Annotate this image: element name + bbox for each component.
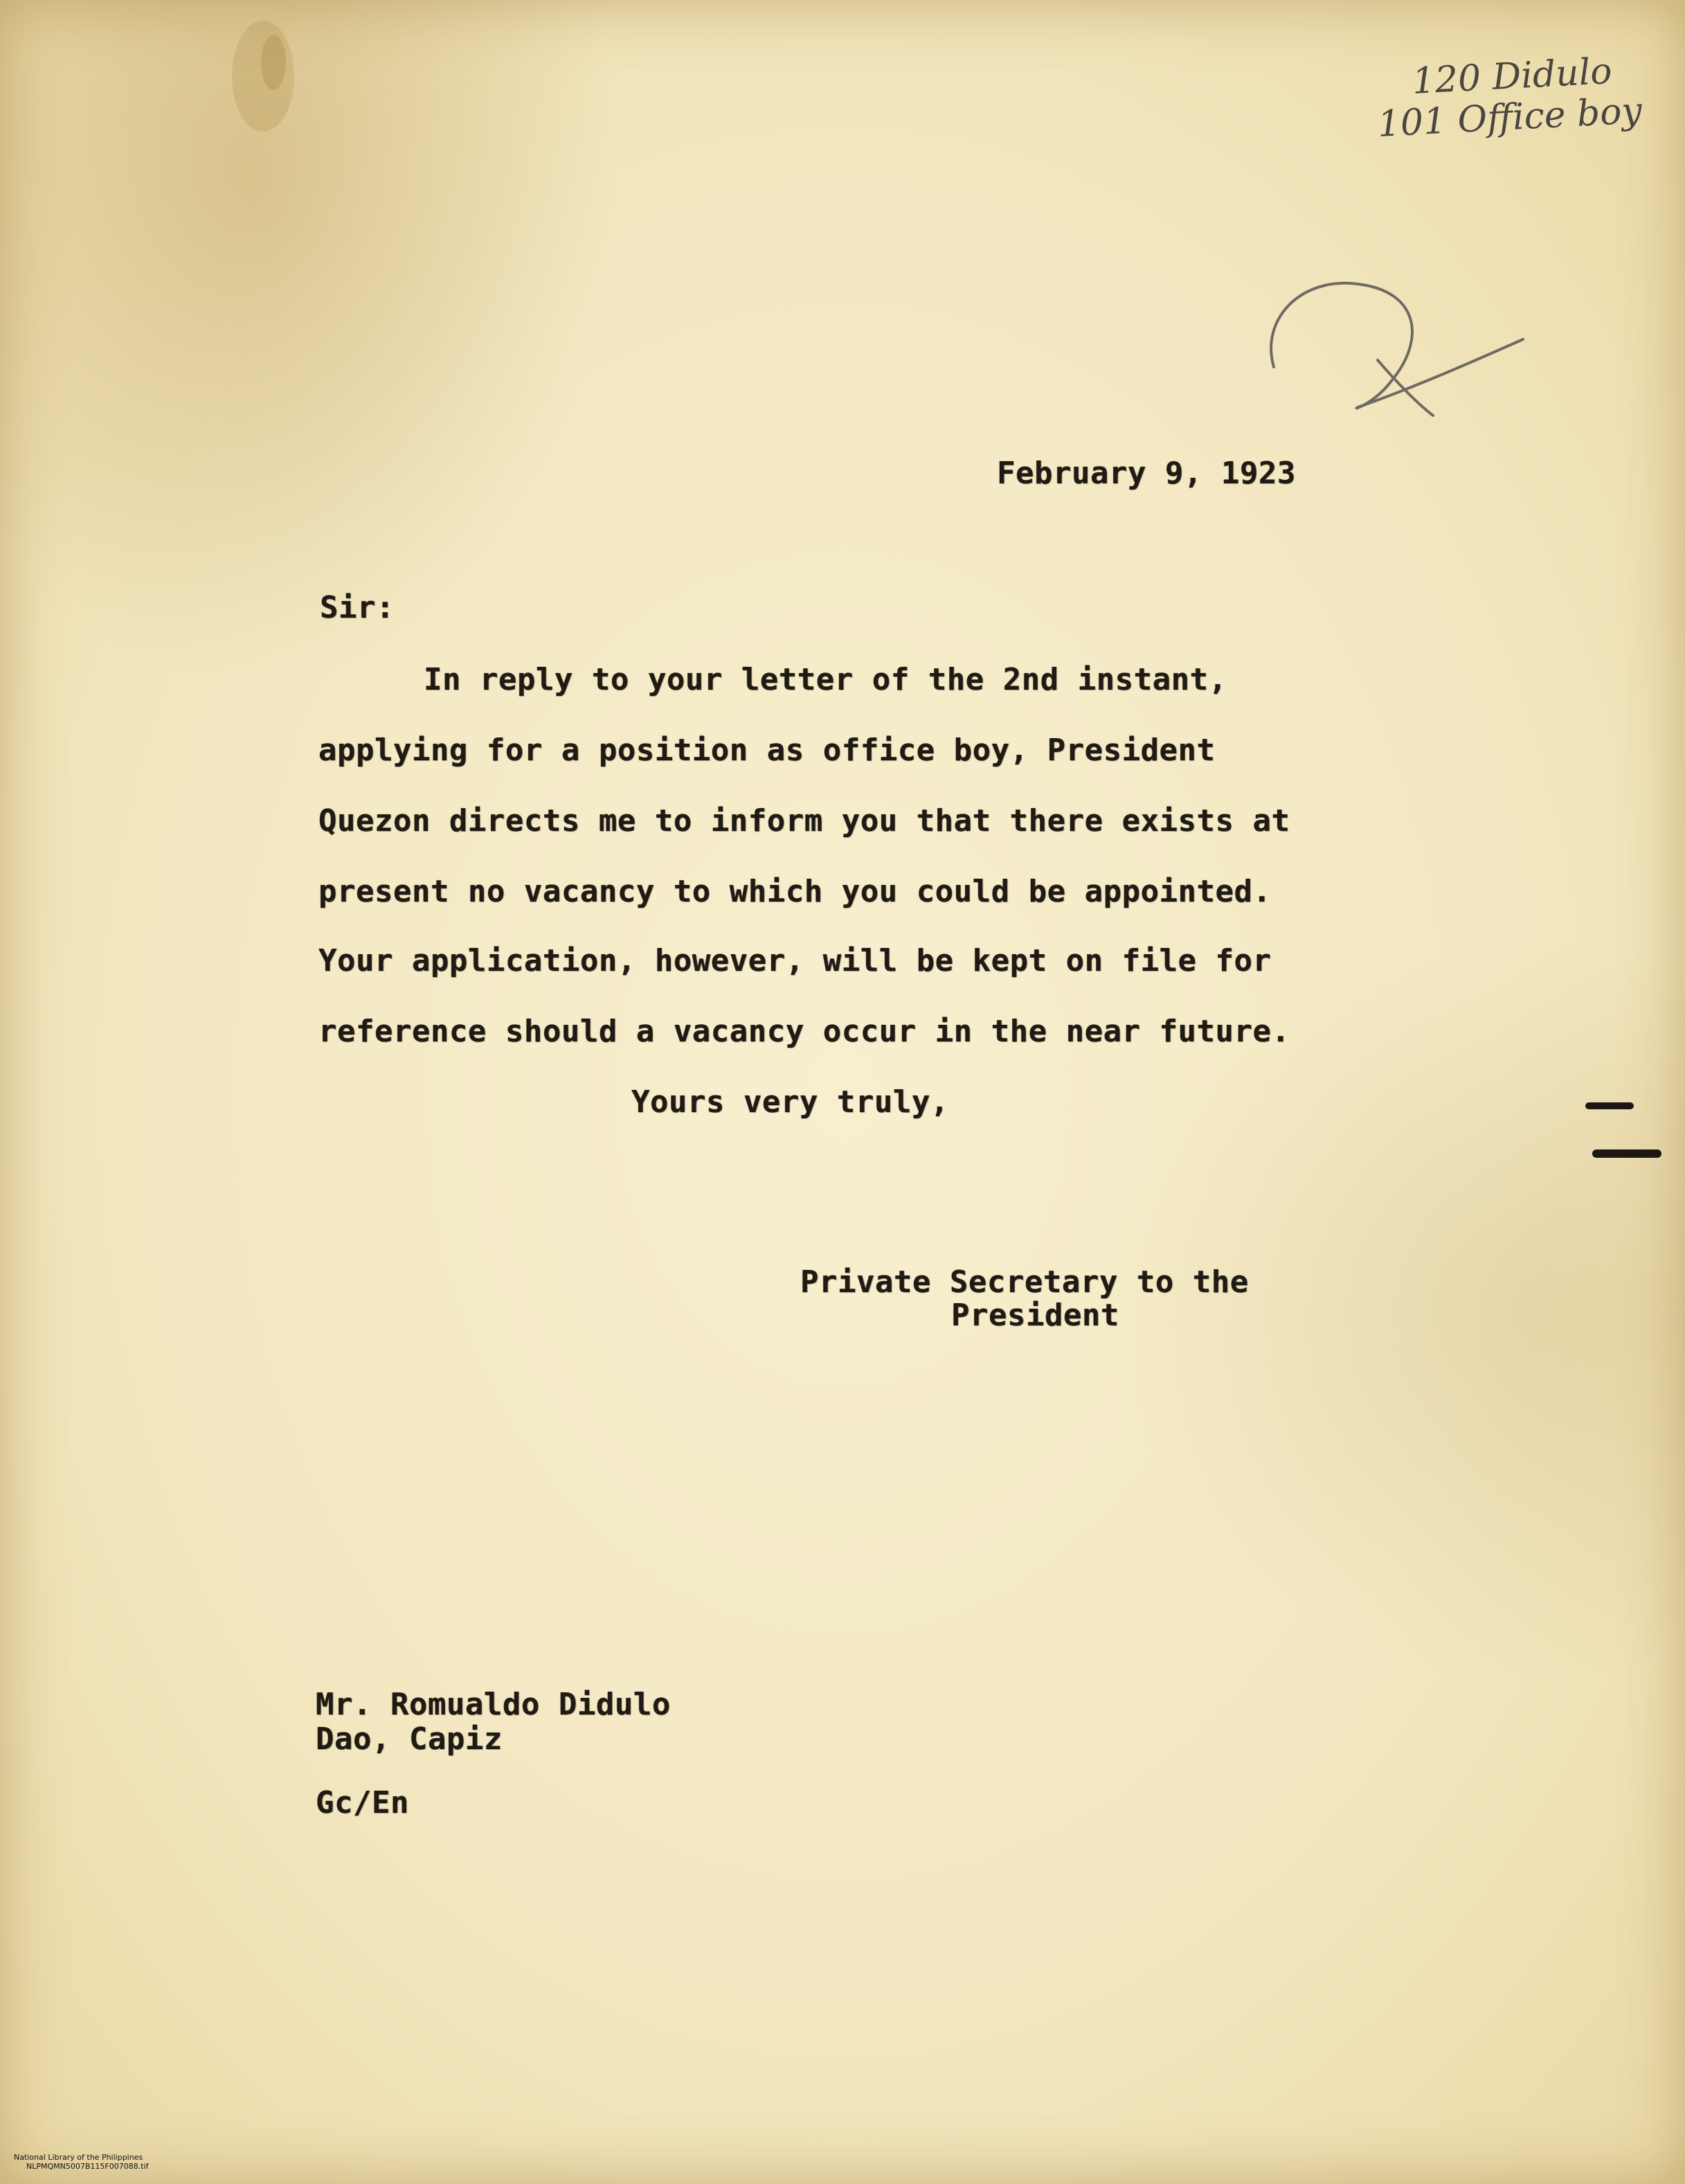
pencil-numeral-mark — [1260, 263, 1537, 429]
stain-mark — [208, 14, 332, 152]
archive-file-id: NLPMQMN5007B115F007088.tif — [26, 2162, 149, 2171]
letter-salutation: Sir: — [320, 590, 395, 625]
letter-closing: Yours very truly, — [631, 1084, 949, 1120]
body-line-1: In reply to your letter of the 2nd instant, — [424, 662, 1227, 697]
handwritten-note-line-2: 101 Office boy — [1376, 90, 1643, 145]
letter-date: February 9, 1923 — [997, 456, 1296, 491]
recipient-name: Mr. Romualdo Didulo — [316, 1687, 671, 1722]
body-line-4: present no vacancy to which you could be appointed. — [318, 874, 1272, 909]
recipient-address: Dao, Capiz — [316, 1721, 503, 1757]
staple-marks — [1578, 1087, 1675, 1170]
reference-initials: Gc/En — [316, 1785, 409, 1820]
signature-line-2: President — [951, 1298, 1119, 1333]
signature-line-1: Private Secretary to the — [800, 1264, 1249, 1300]
body-line-2: applying for a position as office boy, President — [318, 733, 1216, 768]
body-line-3: Quezon directs me to inform you that there exists at — [318, 803, 1290, 839]
archive-institution: National Library of the Philippines — [14, 2153, 143, 2162]
body-line-5: Your application, however, will be kept on file for — [318, 943, 1272, 978]
body-line-6: reference should a vacancy occur in the near future. — [318, 1014, 1290, 1049]
handwritten-note-line-1: 120 Didulo — [1411, 50, 1614, 102]
archive-footer — [4, 2144, 148, 2180]
